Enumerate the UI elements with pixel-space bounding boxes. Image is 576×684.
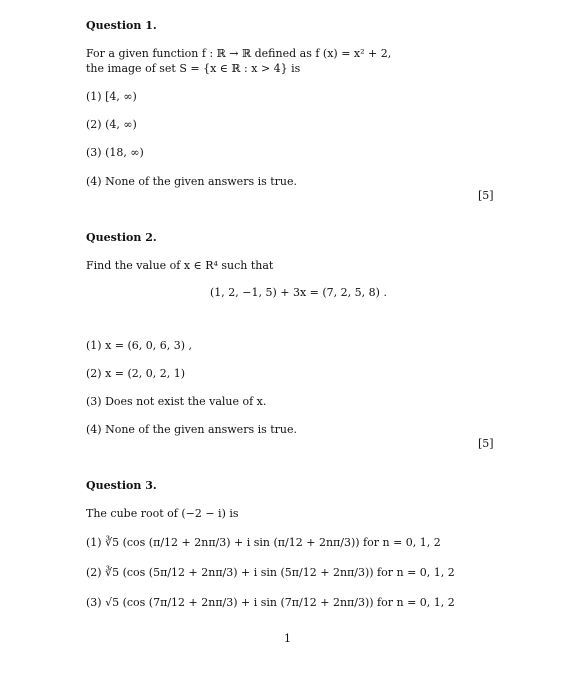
question-2-option-4: (4) None of the given answers is true. [86,423,298,436]
question-3-option-3: (3) √5 (cos (7π/12 + 2nπ/3) + i sin (7π/12 + 2nπ/3)) for n = 0, 1, 2 [86,596,455,609]
question-3-prompt: The cube root of (−2 − i) is [86,507,239,520]
question-1-prompt-line1: For a given function f : ℝ → ℝ defined as f (x) = x² + 2, [86,47,392,60]
question-1-title: Question 1. [86,19,157,32]
question-1-option-4: (4) None of the given answers is true. [86,175,298,188]
question-2-title: Question 2. [86,231,157,244]
question-3-title: Question 3. [86,479,157,492]
question-3-option-1: (1) ∛5 (cos (π/12 + 2nπ/3) + i sin (π/12 + 2nπ/3)) for n = 0, 1, 2 [86,536,441,549]
question-2-marks: [5] [478,437,494,450]
question-2-option-1: (1) x = (6, 0, 6, 3) , [86,339,193,352]
question-1-option-3: (3) (18, ∞) [86,146,144,159]
question-1-prompt-line2: the image of set S = {x ∈ ℝ : x > 4} is [86,62,301,75]
page-number: 1 [284,632,291,645]
question-2-equation: (1, 2, −1, 5) + 3x = (7, 2, 5, 8) . [210,286,387,299]
question-2-option-2: (2) x = (2, 0, 2, 1) [86,367,186,380]
question-1-option-1: (1) [4, ∞) [86,90,137,103]
question-1-option-2: (2) (4, ∞) [86,118,137,131]
question-2-prompt: Find the value of x ∈ R⁴ such that [86,259,274,272]
question-1-marks: [5] [478,189,494,202]
question-3-option-2: (2) ∛5 (cos (5π/12 + 2nπ/3) + i sin (5π/12 + 2nπ/3)) for n = 0, 1, 2 [86,566,455,579]
question-2-option-3: (3) Does not exist the value of x. [86,395,267,408]
